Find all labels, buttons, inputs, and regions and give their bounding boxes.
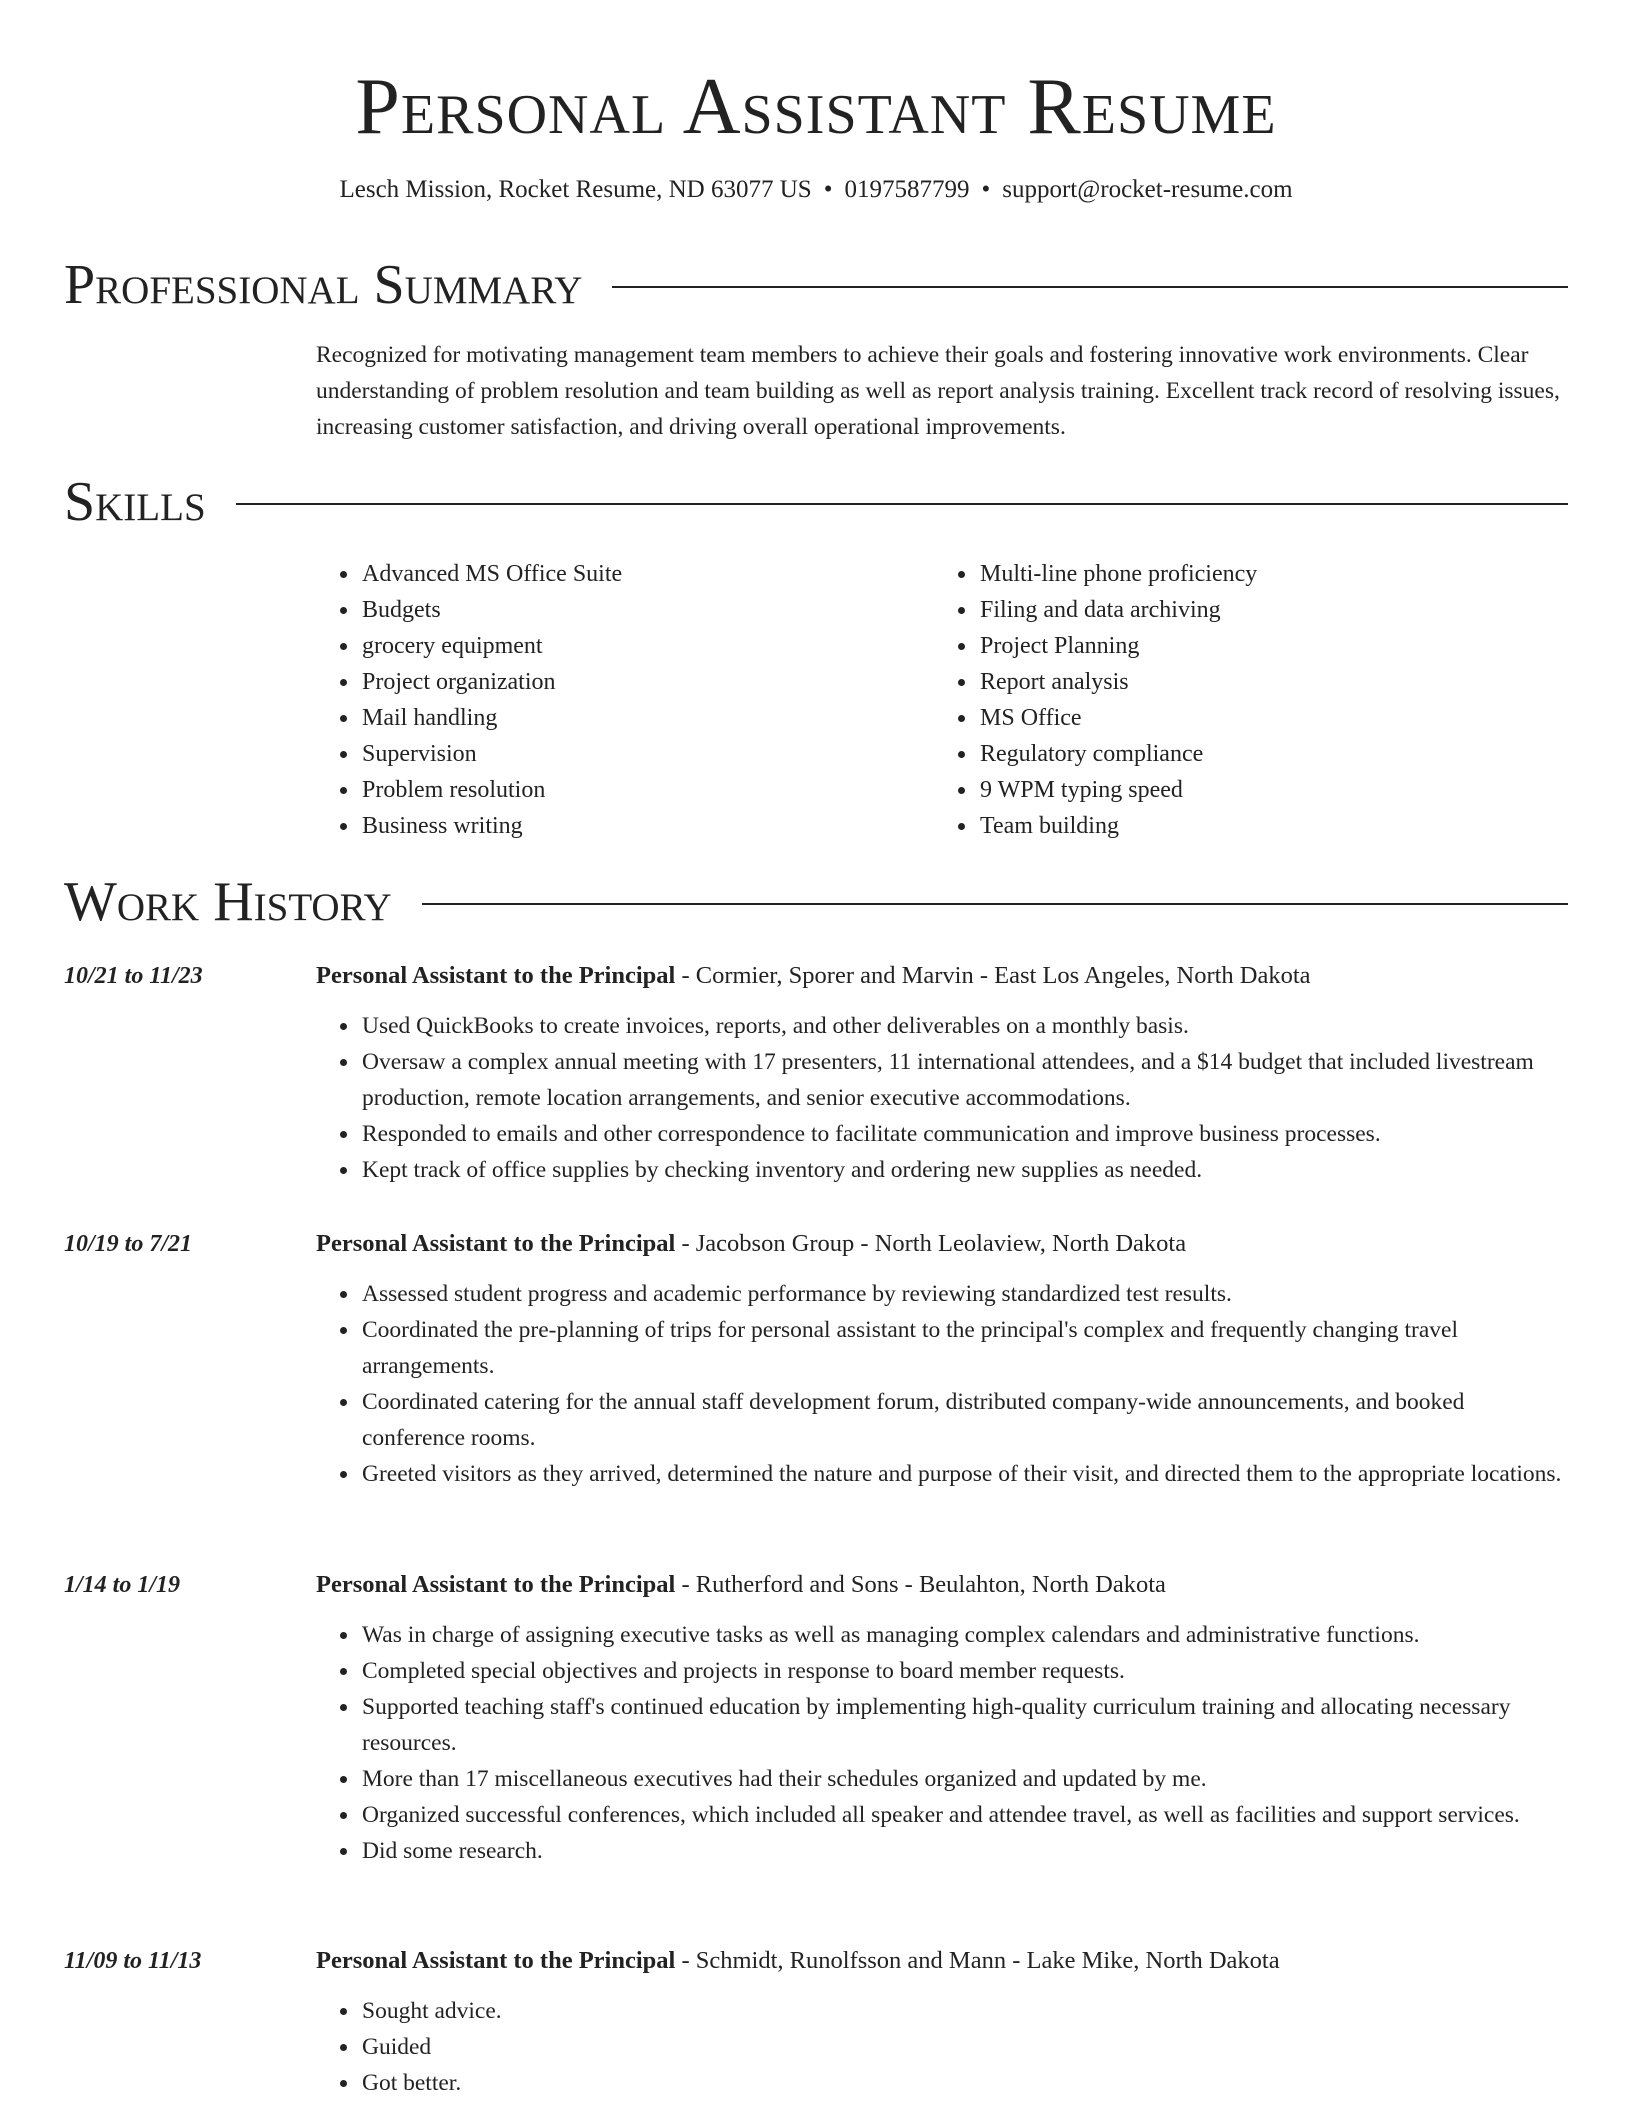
job-header: [316, 1226, 1186, 1262]
job-bullet: • Coordinated catering for the annual staff development forum, distributed company-wide announcements, and booked conference rooms.: [360, 1384, 1568, 1456]
job-bullets: [316, 1276, 1568, 1492]
job-role: Personal Assistant to the Principal: [316, 1230, 676, 1257]
job-bullets: [316, 1617, 1568, 1869]
skill-item: • Multi-line phone proficiency: [978, 556, 1552, 592]
job-bullet: • Did some research.: [360, 1833, 1568, 1869]
skills-section-header: [64, 470, 1568, 534]
skills-column-right: [934, 556, 1552, 844]
skill-item: • Mail handling: [360, 700, 934, 736]
work-section-header: [64, 870, 1568, 934]
skill-item: • Project organization: [360, 664, 934, 700]
skills-list: [316, 556, 1568, 844]
contact-separator: •: [823, 176, 833, 203]
job-bullet: • Oversaw a complex annual meeting with 17 presenters, 11 international attendees, and a $14 budget that included livestream production, remote location arrangements, and senior executive accommodations.: [360, 1044, 1568, 1116]
job-role: Personal Assistant to the Principal: [316, 1947, 676, 1974]
work-heading: Work History: [64, 871, 392, 933]
skills-heading: Skills: [64, 471, 206, 533]
job-bullet: • Sought advice.: [360, 1993, 1568, 2029]
skills-column-left: [316, 556, 934, 844]
summary-section-header: [64, 253, 1568, 317]
skill-item: • MS Office: [978, 700, 1552, 736]
job-dates: 10/19 to 7/21: [64, 1231, 193, 1257]
job-dates: 11/09 to 11/13: [64, 1948, 202, 1974]
contact-email: support@rocket-resume.com: [1002, 176, 1293, 203]
skill-item: • 9 WPM typing speed: [978, 772, 1552, 808]
job-role: Personal Assistant to the Principal: [316, 1571, 676, 1598]
job-bullet: • Organized successful conferences, which included all speaker and attendee travel, as well as facilities and support services.: [360, 1797, 1568, 1833]
job-bullet: • Completed special objectives and projects in response to board member requests.: [360, 1653, 1568, 1689]
job-bullet: • Got better.: [360, 2065, 1568, 2101]
job-dates: 10/21 to 11/23: [64, 963, 203, 989]
skill-item: • Filing and data archiving: [978, 592, 1552, 628]
job-bullet: • Kept track of office supplies by checking inventory and ordering new supplies as needed.: [360, 1152, 1568, 1188]
skill-item: • Problem resolution: [360, 772, 934, 808]
job-header: [316, 1567, 1166, 1603]
job-bullet: • Used QuickBooks to create invoices, reports, and other deliverables on a monthly basis.: [360, 1008, 1568, 1044]
skill-item: • Business writing: [360, 808, 934, 844]
section-divider: [422, 903, 1568, 905]
job-bullet: • Responded to emails and other correspondence to facilitate communication and improve business processes.: [360, 1116, 1568, 1152]
skill-item: • Budgets: [360, 592, 934, 628]
summary-heading: Professional Summary: [64, 254, 583, 316]
job-bullet: • Supported teaching staff's continued education by implementing high-quality curriculum training and allocating necessary resources.: [360, 1689, 1568, 1761]
job-company: - Cormier, Sporer and Marvin - East Los Angeles, North Dakota: [675, 962, 1311, 989]
job-header: [316, 1943, 1280, 1979]
contact-address: Lesch Mission, Rocket Resume, ND 63077 US: [339, 176, 812, 203]
job-bullet: • Guided: [360, 2029, 1568, 2065]
job-bullets: [316, 1008, 1568, 1188]
job-company: - Jacobson Group - North Leolaview, North Dakota: [675, 1230, 1187, 1257]
skill-item: • Project Planning: [978, 628, 1552, 664]
summary-text: Recognized for motivating management team members to achieve their goals and fostering innovative work environments. Clear understanding of problem resolution and team building as well as report analysis training. Excellent track record of resolving issues, increasing customer satisfaction, and driving overall operational improvements.: [316, 342, 1560, 440]
job-bullet: • Was in charge of assigning executive tasks as well as managing complex calendars and administrative functions.: [360, 1617, 1568, 1653]
skill-item: • Team building: [978, 808, 1552, 844]
contact-phone: 0197587799: [844, 176, 970, 203]
skill-item: • Regulatory compliance: [978, 736, 1552, 772]
job-bullets: [316, 1993, 1568, 2101]
job-bullet: • Greeted visitors as they arrived, determined the nature and purpose of their visit, and directed them to the appropriate locations.: [360, 1456, 1568, 1492]
skill-item: • Report analysis: [978, 664, 1552, 700]
job-company: - Rutherford and Sons - Beulahton, North Dakota: [675, 1571, 1166, 1598]
job-bullet: • Coordinated the pre-planning of trips for personal assistant to the principal's complex and frequently changing travel arrangements.: [360, 1312, 1568, 1384]
job-dates: 1/14 to 1/19: [64, 1572, 181, 1598]
section-divider: [236, 503, 1568, 505]
contact-separator: •: [981, 176, 991, 203]
resume-title: Personal Assistant Resume: [355, 63, 1277, 151]
skill-item: • Advanced MS Office Suite: [360, 556, 934, 592]
contact-line: [0, 174, 1632, 206]
job-header: [316, 958, 1311, 994]
job-role: Personal Assistant to the Principal: [316, 962, 676, 989]
skill-item: • Supervision: [360, 736, 934, 772]
section-divider: [612, 286, 1568, 288]
job-bullet: • Assessed student progress and academic performance by reviewing standardized test results.: [360, 1276, 1568, 1312]
job-company: - Schmidt, Runolfsson and Mann - Lake Mike, North Dakota: [675, 1947, 1280, 1974]
skill-item: • grocery equipment: [360, 628, 934, 664]
job-bullet: • More than 17 miscellaneous executives had their schedules organized and updated by me.: [360, 1761, 1568, 1797]
